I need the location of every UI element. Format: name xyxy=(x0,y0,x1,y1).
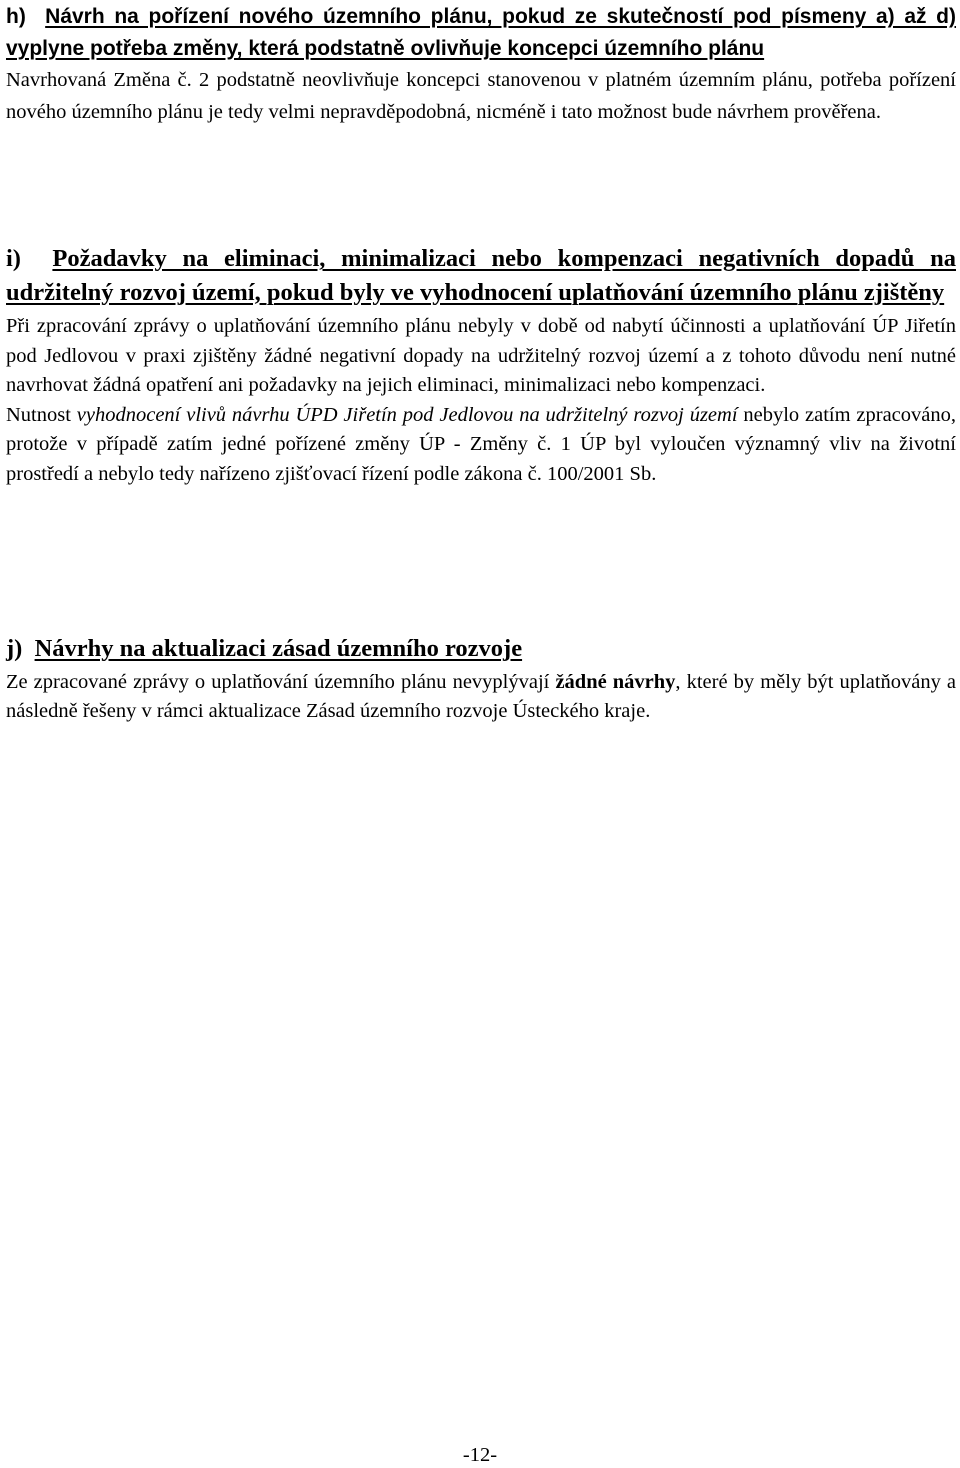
section-j-body-bold: žádné návrhy xyxy=(555,670,676,693)
section-h-heading xyxy=(6,0,956,65)
section-j-label: j) xyxy=(6,635,23,662)
section-i-paragraph-2-rest: nebylo zatím zpracováno, protože v případě zatím jedné pořízené změny ÚP - Změny č. 1 ÚP byl vyloučen významný vliv na životní prostředí a nebylo tedy nařízeno zjišťovací řízení podle zákona č. 100/2001 Sb. xyxy=(6,403,957,485)
document-page xyxy=(6,0,956,1468)
section-i-paragraph-2 xyxy=(6,401,956,490)
section-j-heading xyxy=(6,628,956,666)
section-j xyxy=(6,628,956,727)
page-number: -12- xyxy=(462,1444,498,1466)
section-h-label: h) xyxy=(6,5,26,28)
section-i-heading xyxy=(6,238,956,309)
section-i-paragraph-2-italic: vyhodnocení vlivů návrhu ÚPD Jiřetín pod Jedlovou na udržitelný rozvoj území xyxy=(76,403,738,426)
section-i-title: Požadavky na eliminaci, minimalizaci nebo kompenzaci negativních dopadů na udržitelný rozvoj území, pokud byly ve vyhodnocení uplatňování územního plánu zjištěny xyxy=(6,245,956,306)
section-i-label: i) xyxy=(6,245,21,272)
section-j-body xyxy=(6,668,956,727)
section-i xyxy=(6,238,956,489)
section-h-body: Navrhovaná Změna č. 2 podstatně neovlivňuje koncepci stanovenou v platném územním plánu, potřeba pořízení nového územního plánu je tedy velmi nepravděpodobná, nicméně i tato možnost bude návrhem prověřena. xyxy=(6,69,956,123)
section-i-paragraph-1: Při zpracování zprávy o uplatňování územního plánu nebyly v době od nabytí účinnosti a uplatňování ÚP Jiřetín pod Jedlovou v praxi zjištěny žádné negativní dopady na udržitelný rozvoj území a z tohoto důvodu není nutné navrhovat žádná opatření ani požadavky na jejich eliminaci, minimalizaci nebo kompenzaci. xyxy=(6,315,956,396)
section-j-body-start: Ze zpracované zprávy o uplatňování územního plánu nevyplývají xyxy=(6,670,550,693)
section-h-title: Návrh na pořízení nového územního plánu, pokud ze skutečností pod písmeny a) až d) vyplyne potřeba změny, která podstatně ovlivňuje koncepci územního plánu xyxy=(6,5,956,60)
section-i-paragraph-2-prefix: Nutnost xyxy=(6,403,71,426)
section-j-body-end: , které by měly být uplatňovány a následně řešeny v rámci aktualizace Zásad územního rozvoje Ústeckého kraje. xyxy=(6,670,957,722)
section-h xyxy=(6,0,956,128)
section-j-title: Návrhy na aktualizaci zásad územního rozvoje xyxy=(34,635,523,662)
